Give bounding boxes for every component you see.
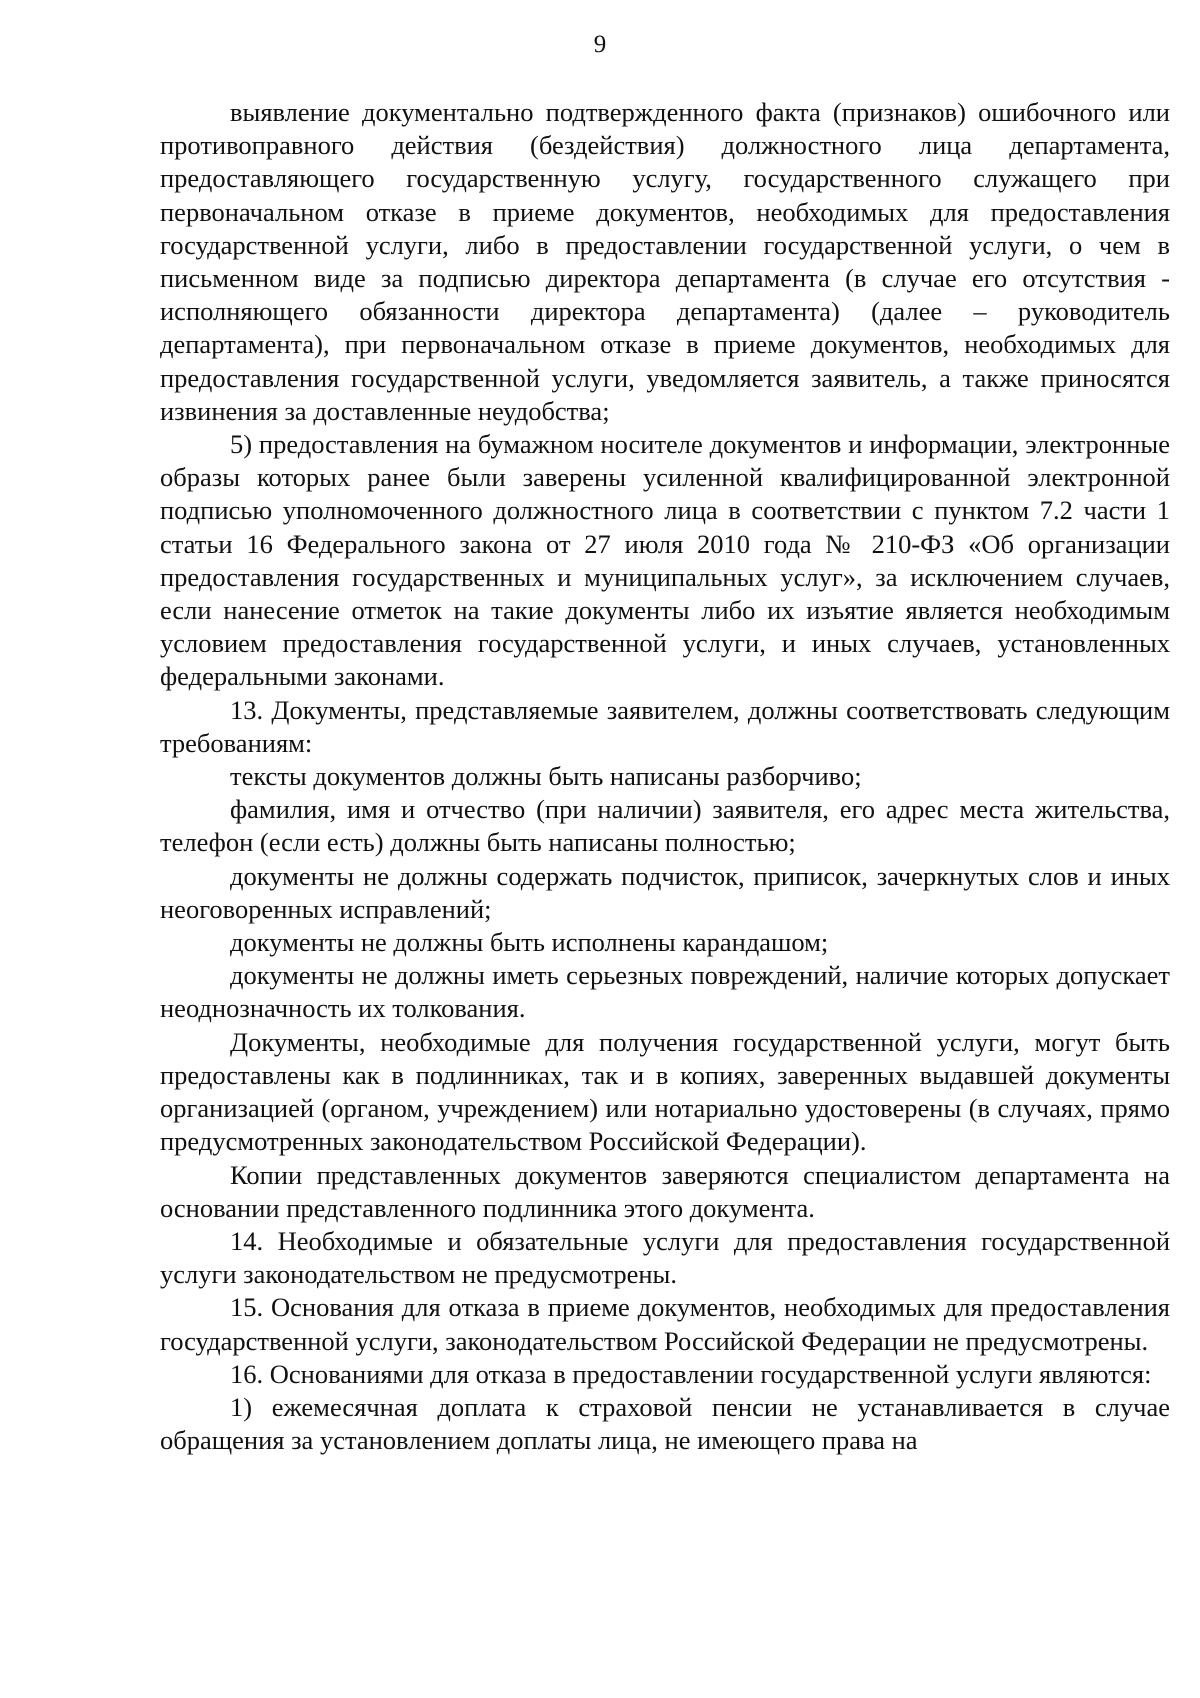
paragraph: документы не должны иметь серьезных повреждений, наличие которых допускает неоднозначность их толкования. [160, 960, 1170, 1024]
document-body [160, 96, 1170, 1457]
paragraph: Документы, необходимые для получения государственной услуги, могут быть предоставлены как в подлинниках, так и в копиях, заверенных выдавшей документы организацией (органом, учреждением) или нотариально удостоверены (в случаях, прямо предусмотренных законодательством Российской Федерации). [160, 1026, 1170, 1157]
page-number: 9 [593, 31, 607, 58]
paragraph: выявление документально подтвержденного факта (признаков) ошибочного или противоправного действия (бездействия) должностного лица департамента, предоставляющего государственную услугу, государственного служащего при первоначальном отказе в приеме документов, необходимых для предоставления государственной услуги, либо в предоставлении государственной услуги, о чем в письменном виде за подписью директора департамента (в случае его отсутствия - исполняющего обязанности директора департамента) (далее – руководитель департамента), при первоначальном отказе в приеме документов, необходимых для предоставления государственной услуги, уведомляется заявитель, а также приносятся извинения за доставленные неудобства; [160, 97, 1170, 426]
paragraph: 5) предоставления на бумажном носителе документов и информации, электронные образы которых ранее были заверены усиленной квалифицированной электронной подписью уполномоченного должностного лица в соответствии с пунктом 7.2 части 1 статьи 16 Федерального закона от 27 июля 2010 года № 210-ФЗ «Об организации предоставления государственных и муниципальных услуг», за исключением случаев, если нанесение отметок на такие документы либо их изъятие является необходимым условием предоставления государственной услуги, и иных случаев, установленных федеральными законами. [160, 429, 1170, 692]
paragraph: тексты документов должны быть написаны разборчиво; [230, 761, 862, 792]
paragraph: Копии представленных документов заверяются специалистом департамента на основании представленного подлинника этого документа. [160, 1159, 1170, 1223]
paragraph: 14. Необходимые и обязательные услуги для предоставления государственной услуги законодательством не предусмотрены. [160, 1225, 1170, 1290]
paragraph: 13. Документы, представляемые заявителем, должны соответствовать следующим требованиям: [160, 694, 1170, 758]
paragraph: фамилия, имя и отчество (при наличии) заявителя, его адрес места жительства, телефон (если есть) должны быть написаны полностью; [160, 794, 1170, 858]
paragraph: 16. Основаниями для отказа в предоставлении государственной услуги являются: [230, 1358, 1152, 1389]
paragraph: документы не должны содержать подчисток, приписок, зачеркнутых слов и иных неоговоренных исправлений; [160, 860, 1170, 924]
paragraph: документы не должны быть исполнены карандашом; [230, 927, 829, 958]
paragraph: 15. Основания для отказа в приеме документов, необходимых для предоставления государственной услуги, законодательством Российской Федерации не предусмотрены. [160, 1292, 1170, 1356]
paragraph: 1) ежемесячная доплата к страховой пенсии не устанавливается в случае обращения за установлением доплаты лица, не имеющего права на [160, 1391, 1170, 1456]
